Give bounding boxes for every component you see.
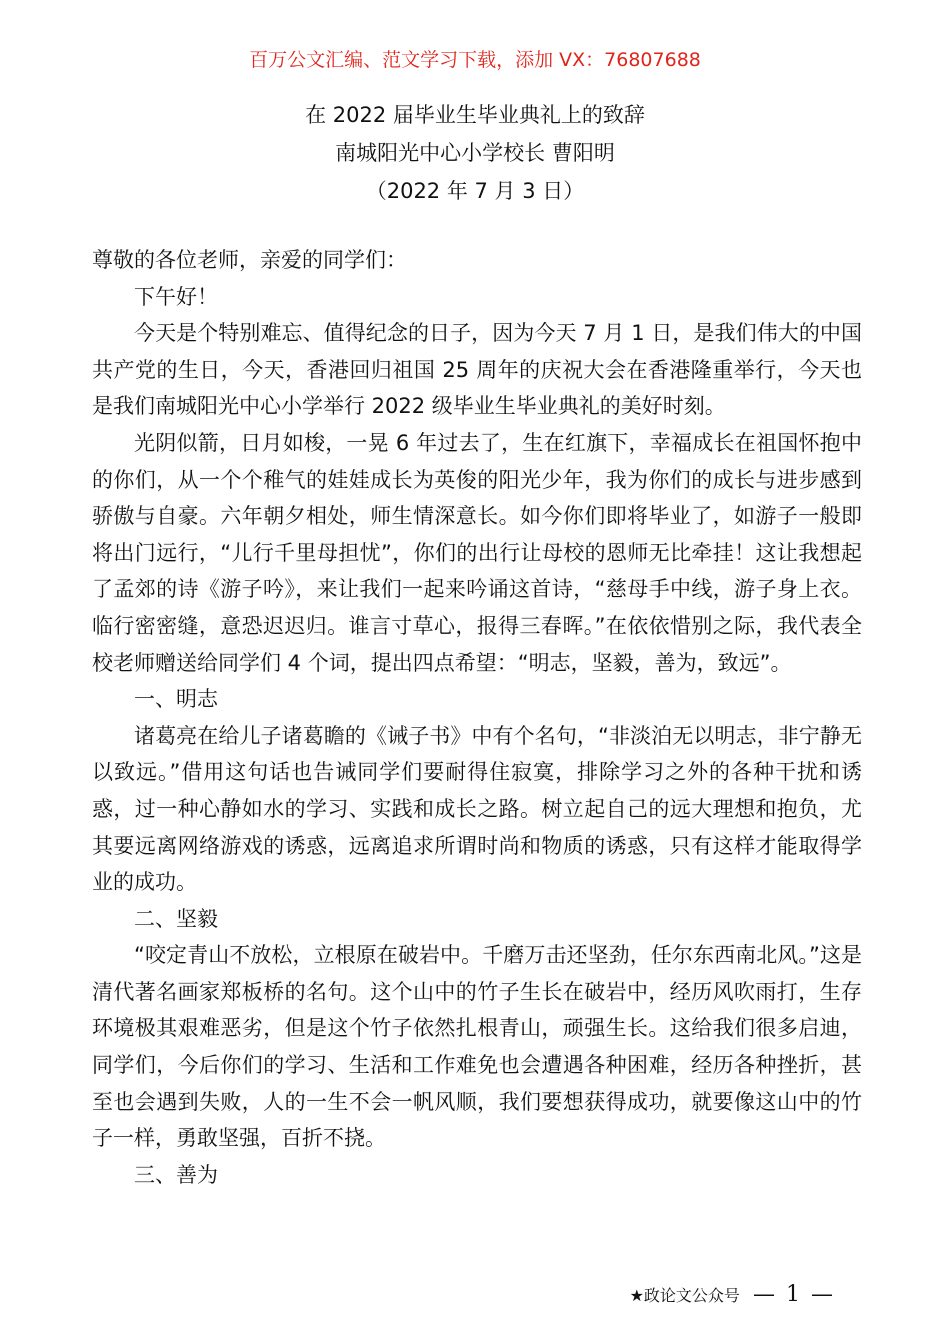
footer-source: ★政论文公众号 <box>629 1286 740 1305</box>
body-paragraph: 光阴似箭，日月如梭，一晃 6 年过去了，生在红旗下，幸福成长在祖国怀抱中的你们，从一个个稚气的娃娃成长为英俊的阳光少年，我为你们的成长与进步感到骄傲与自豪。六年朝夕相处，师生情深意长。如今你们即将毕业了，如游子一般即将出门远行，“儿行千里母担忧”，你们的出行让母校的恩师无比牵挂！这让我想起了孟郊的诗《游子吟》，来让我们一起来吟诵这首诗，“慈母手中线，游子身上衣。临行密密缝，意恐迟迟归。谁言寸草心，报得三春晖。”在依依惜别之际，我代表全校老师赠送给同学们 4 个词，提出四点希望：“明志，坚毅，善为，致远”。 <box>92 430 862 675</box>
body-paragraph: “咬定青山不放松，立根原在破岩中。千磨万击还坚劲，任尔东西南北风。”这是清代著名画家郑板桥的名句。这个山中的竹子生长在破岩中，经历风吹雨打，生存环境极其艰难恶劣，但是这个竹子依然扎根青山，顽强生长。这给我们很多启迪，同学们，今后你们的学习、生活和工作难免也会遭遇各种困难，经历各种挫折，甚至也会遇到失败，人的一生不会一帆风顺，我们要想获得成功，就要像这山中的竹子一样，勇敢坚强，百折不挠。 <box>92 943 862 1151</box>
speech-date: （2022 年 7 月 3 日） <box>365 179 585 203</box>
body-paragraph: 今天是个特别难忘、值得纪念的日子，因为今天 7 月 1 日，是我们伟大的中国共产党的生日，今天，香港回归祖国 25 周年的庆祝大会在香港隆重举行，今天也是我们南城阳光中心小学举行 2022 级毕业生毕业典礼的美好时刻。 <box>92 321 862 419</box>
page-footer <box>630 1280 835 1311</box>
body-paragraph: 诸葛亮在给儿子诸葛瞻的《诫子书》中有个名句，“非淡泊无以明志，非宁静无以致远。”借用这句话也告诫同学们要耐得住寂寞，排除学习之外的各种干扰和诱惑，过一种心静如水的学习、实践和成长之路。树立起自己的远大理想和抱负，尤其要远离网络游戏的诱惑，远离追求所谓时尚和物质的诱惑，只有这样才能取得学业的成功。 <box>92 723 862 895</box>
title-block <box>0 96 950 210</box>
section-heading: 一、明志 <box>134 687 218 712</box>
speech-body <box>92 242 862 1193</box>
section-heading: 三、善为 <box>134 1162 218 1187</box>
section-heading: 二、坚毅 <box>134 906 218 931</box>
speech-title: 在 2022 届毕业生毕业典礼上的致辞 <box>305 103 645 127</box>
speech-author: 南城阳光中心小学校长 曹阳明 <box>335 141 615 165</box>
promo-banner: 百万公文汇编、范文学习下载，添加 VX：76807688 <box>249 49 701 71</box>
page-number: — 1 — <box>753 1282 835 1307</box>
greeting-paragraph: 下午好！ <box>134 284 218 309</box>
salutation: 尊敬的各位老师，亲爱的同学们： <box>92 248 407 272</box>
